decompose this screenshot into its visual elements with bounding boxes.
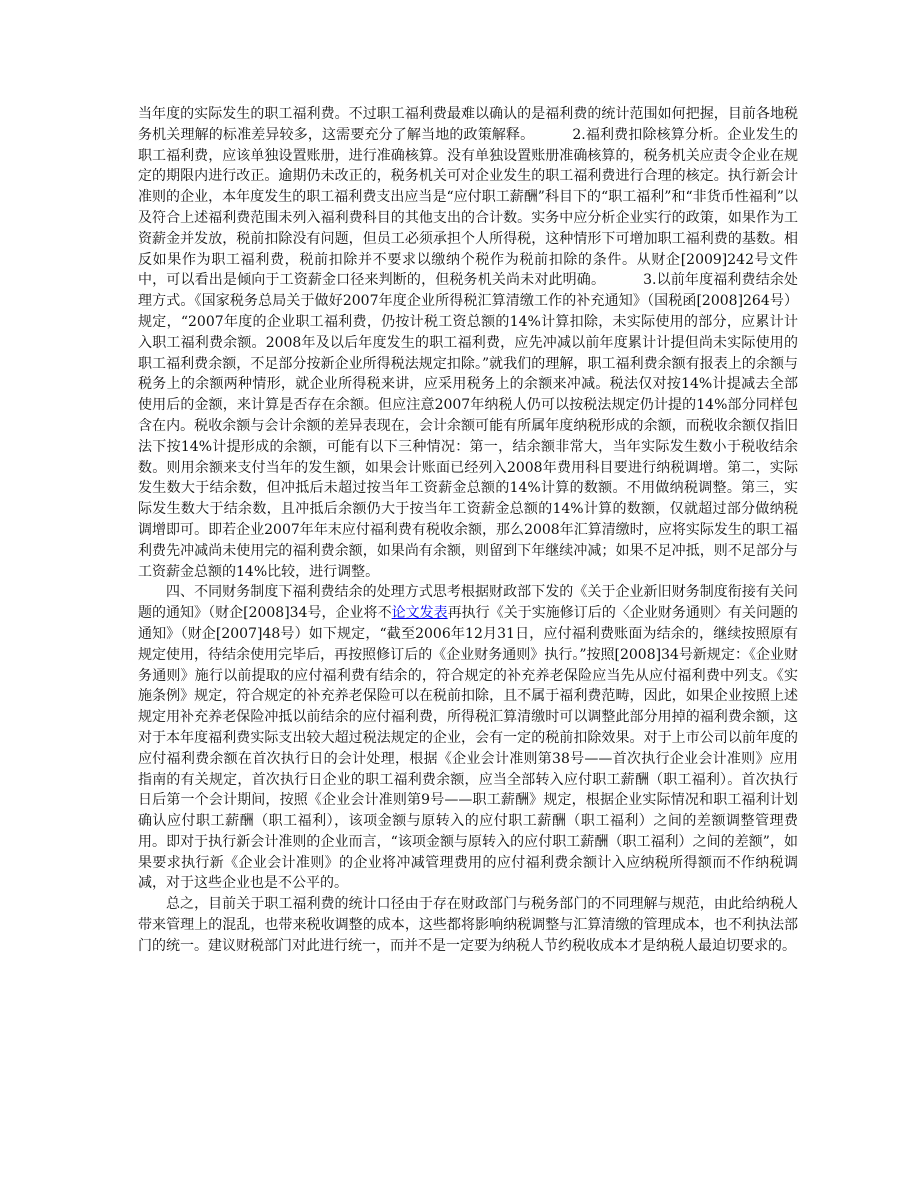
paragraph-2: [138, 582, 798, 894]
paragraph-2-text-a: 四、不同财务制度下福利费结余的处理方式思考根据财政部下发的《关于企业新旧财务制度衔接有关问题的通知》（财企[2008]34号，企业将不: [138, 584, 798, 622]
paper-publish-link[interactable]: 论文发表: [391, 605, 448, 622]
paragraph-1: [138, 104, 798, 582]
document-body: [138, 104, 798, 957]
section-2-text: 2.福利费扣除核算分析。企业发生的职工福利费，应该单独设置账册，进行准确核算。没有单独设置账册准确核算的，税务机关应责令企业在规定的期限内进行改正。逾期仍未改正的，税务机关可对企业发生的职工福利费进行合理的核定。执行新会计准则的企业，本年度发生的职工福利费支出应当是“应付职工薪酬”科目下的“职工福利”和“非货币性福利”以及符合上述福利费范围未列入福利费科目的其他支出的合计数。实务中应分析企业实行的政策，如果作为工资薪金并发放，税前扣除没有问题，但员工必须承担个人所得税，这种情形下可增加职工福利费的基数。相反如果作为职工福利费，税前扣除并不要求以缴纳个税作为税前扣除的条件。从财企[2009]242号文件中，可以看出是倾向于工资薪金口径来判断的，但税务机关尚未对此明确。: [138, 126, 799, 289]
paragraph-2-text-b: 再执行《关于实施修订后的〈企业财务通则〉有关问题的通知》（财企[2007]48号）如下规定，“截至2006年12月31日，应付福利费账面为结余的，继续按照原有规定使用，待结余使用完毕后，再按照修订后的《企业财务通则》执行。”按照[2008]34号新规定：《企业财务通则》施行以前提取的应付福利费有结余的，符合规定的补充养老保险应当先从应付福利费中列支。《实施条例》规定，符合规定的补充养老保险可以在税前扣除，且不属于福利费范畴，因此，如果企业按照上述规定用补充养老保险冲抵以前结余的应付福利费，所得税汇算清缴时可以调整此部分用掉的福利费余额，这对于本年度福利费实际支出较大超过税法规定的企业，会有一定的税前扣除效果。对于上市公司以前年度的应付福利费余额在首次执行日的会计处理，根据《企业会计准则第38号——首次执行企业会计准则》应用指南的有关规定，首次执行日企业的职工福利费余额，应当全部转入应付职工薪酬（职工福利）。首次执行日后第一个会计期间，按照《企业会计准则第9号——职工薪酬》规定，根据企业实际情况和职工福利计划确认应付职工薪酬（职工福利），该项金额与原转入的应付职工薪酬（职工福利）之间的差额调整管理费用。即对于执行新会计准则的企业而言，“该项金额与原转入的应付职工薪酬（职工福利）之间的差额”，如果要求执行新《企业会计准则》的企业将冲减管理费用的应付福利费余额计入应纳税所得额而不作纳税调减，对于这些企业也是不公平的。: [138, 605, 799, 892]
paragraph-1-text-a: 当年度的实际发生的职工福利费。不过职工福利费最难以确认的是福利费的统计范围如何把握，目前各地税务机关理解的标准差异较多，这需要充分了解当地的政策解释。: [138, 106, 798, 143]
section-3-text: 3.以前年度福利费结余处理方式。《国家税务总局关于做好2007年度企业所得税汇算清缴工作的补充通知》（国税函[2008]264号）规定，“2007年度的企业职工福利费，仍按计税工资总额的14%计算扣除，未实际使用的部分，应累计计入职工福利费余额。2008年及以后年度发生的职工福利费，应先冲减以前年度累计计提但尚未实际使用的职工福利费余额，不足部分按新企业所得税法规定扣除。”就我们的理解，职工福利费余额有报表上的余额与税务上的余额两种情形，就企业所得税来讲，应采用税务上的余额来冲减。税法仅对按14%计提减去全部使用后的金额，来计算是否存在余额。但应注意2007年纳税人仍可以按税法规定仍计提的14%部分同样包含在内。税收余额与会计余额的差异表现在，会计余额可能有所属年度纳税形成的余额，而税收余额仅指旧法下按14%计提形成的余额，可能有以下三种情况：第一，结余额非常大，当年实际发生数小于税收结余数。则用余额来支付当年的发生额，如果会计账面已经列入2008年费用科目要进行纳税调增。第二，实际发生数大于结余数，但冲抵后未超过按当年工资薪金总额的14%计算的数额。不用做纳税调整。第三，实际发生数大于结余数，且冲抵后余额仍大于按当年工资薪金总额的14%计算的数额，仅就超过部分做纳税调增即可。即若企业2007年年末应付福利费有税收余额，那么2008年汇算清缴时，应将实际发生的职工福利费先冲减尚未使用完的福利费余额，如果尚有余额，则留到下年继续冲减；如果不足冲抵，则不足部分与工资薪金总额的14%比较，进行调整。: [138, 272, 799, 580]
paragraph-3: 总之，目前关于职工福利费的统计口径由于存在财政部门与税务部门的不同理解与规范，由此给纳税人带来管理上的混乱，也带来税收调整的成本，这些都将影响纳税调整与汇算清缴的管理成本，也不利执法部门的统一。建议财税部门对此进行统一，而并不是一定要为纳税人节约税收成本才是纳税人最迫切要求的。: [138, 896, 798, 954]
